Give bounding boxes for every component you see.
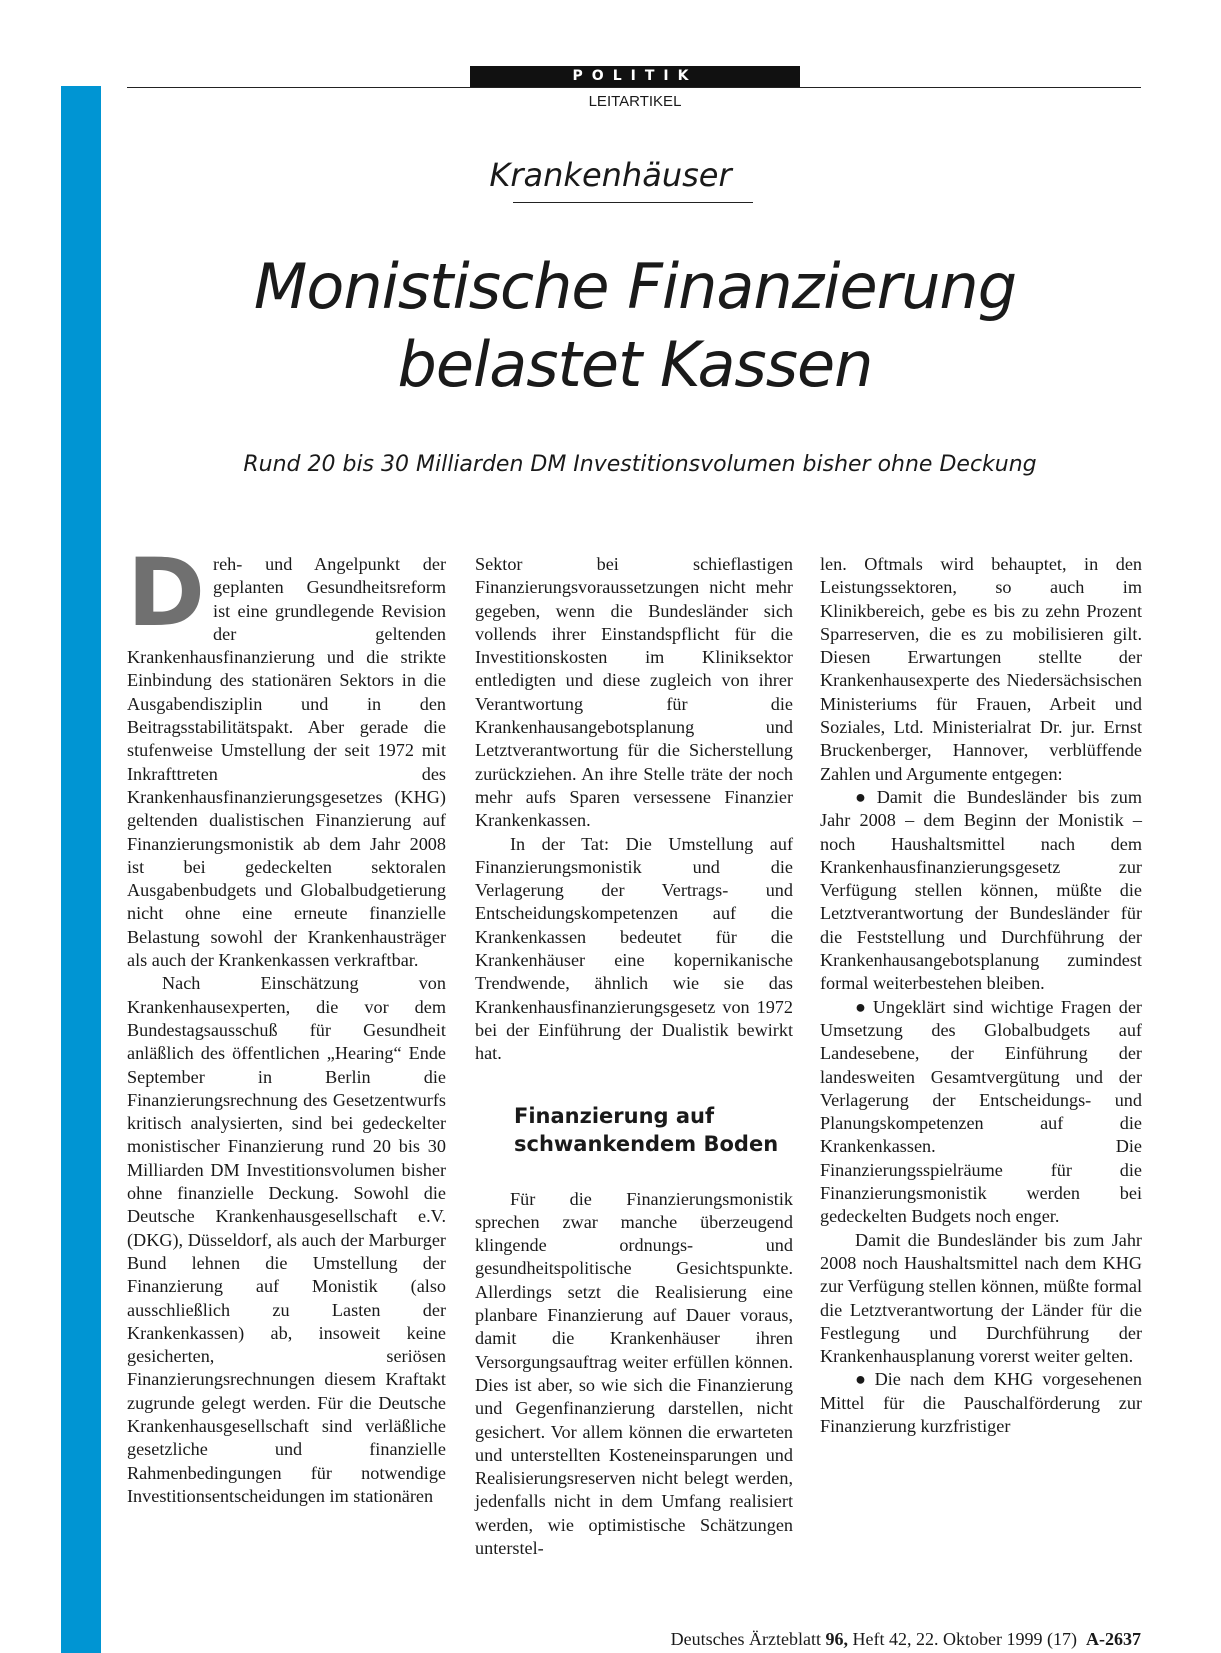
bullet-icon: ●	[855, 996, 869, 1017]
kicker-underline	[513, 202, 753, 203]
column-1	[127, 539, 446, 1508]
journal-name: Deutsches Ärzteblatt	[670, 1629, 822, 1649]
paragraph	[127, 539, 446, 972]
deck: Rund 20 bis 30 Milliarden DM Investitionsvolumen bisher ohne Deckung	[243, 452, 1037, 477]
volume: 96,	[825, 1629, 849, 1649]
bullet-text: Ungeklärt sind wichtige Fragen der Umsetzung des Globalbudgets auf Landesebene, der Einführung der landesweiten Gesamtvergütung und der Verlagerung der Entscheidungs- und Planungskompetenzen auf die Krankenkassen. Die Finanzierungsspielräume für die Finanzierungsmonistik werden bei gedeckelten Budgets noch enger.	[820, 996, 1142, 1227]
bullet-icon: ●	[855, 786, 873, 807]
headline-line-2: belastet Kassen	[397, 328, 873, 401]
paragraph-text: reh- und Angelpunkt der geplanten Gesundheitsreform ist eine grundlegende Revision der geltenden Krankenhausfinanzierung und die strikte Einbindung des stationären Sektors in die Ausgabendisziplin und in den Beitragsstabilitätspakt. Aber gerade die stufenweise Umstellung der seit 1972 mit Inkrafttreten des Krankenhausfinanzierungsgesetzes (KHG) geltenden dualistischen Finanzierung auf Finanzierungsmonistik ab dem Jahr 2008 ist bei gedeckelten sektoralen Ausgabenbudgets und Globalbudgetierung nicht ohne eine erneute finanzielle Belastung sowohl der Krankenhausträger als auch der Krankenkassen verkraftbar.	[127, 554, 446, 971]
bullet-item	[820, 786, 1142, 996]
headline	[90, 248, 1180, 404]
paragraph: In der Tat: Die Umstellung auf Finanzierungsmonistik und die Verlagerung der Vertrags- und Entscheidungskompetenzen auf die Krankenkassen bedeutet für die Krankenhäuser eine kopernikanische Trendwende, ähnlich wie sie das Krankenhausfinanzierungsgesetz von 1972 bei der Einführung der Dualistik bewirkt hat.	[475, 833, 793, 1064]
bullet-icon: ●	[855, 1369, 871, 1390]
drop-cap: D	[127, 539, 206, 648]
subheading	[514, 1102, 793, 1158]
headline-line-1: Monistische Finanzierung	[253, 250, 1017, 323]
column-3	[820, 553, 1142, 1438]
page-footer	[600, 1628, 1141, 1650]
paragraph: Sektor bei schieflastigen Finanzierungsvoraussetzungen nicht mehr gegeben, wenn die Bundesländer sich vollends ihrer Einstandspflicht für die Investitionskosten im Kliniksektor entledigten und diese zugleich von ihrer Verantwortung für die Krankenhausangebotsplanung und Letztverantwortung für die Sicherstellung zurückziehen. An ihre Stelle träte der noch mehr aufs Sparen versessene Finanzier Krankenkassen.	[475, 554, 793, 831]
paragraph: Nach Einschätzung von Krankenhausexperten, die vor dem Bundestagsausschuß für Gesundheit anläßlich des öffentlichen „Hearing“ Ende September in Berlin die Finanzierungsrechnung des Gesetzentwurfs kritisch analysierten, sind bei gedeckelter monistischer Finanzierung rund 20 bis 30 Milliarden DM Investitionsvolumen bisher ohne finanzielle Deckung. Sowohl die Deutsche Krankenhausgesellschaft e.V. (DKG), Düsseldorf, als auch der Marburger Bund lehnen die Umstellung der Finanzierung auf Monistik (also ausschließlich zu Lasten der Krankenkassen) ab, insoweit keine gesicherten, seriösen Finanzierungsrechnungen diesem Kraftakt zugrunde gelegt werden. Für die Deutsche Krankenhausgesellschaft sind verläßliche gesetzliche und finanzielle Rahmenbedingungen für notwendige Investitionsentscheidungen im stationären	[127, 973, 446, 1506]
kicker: Krankenhäuser	[489, 156, 732, 194]
bullet-text: Damit die Bundesländer bis zum Jahr 2008 – dem Beginn der Monistik – noch Haushaltsmittel nach dem Krankenhausfinanzierungsgesetz zur Verfügung stellen können, müßte die Letztverantwortung der Bundesländer für die Feststellung und Durchführung der Krankenhausangebotsplanung zumindest formal weiterbestehen bleiben.	[820, 786, 1142, 994]
top-rule	[127, 87, 1141, 88]
issue-date: Heft 42, 22. Oktober 1999 (17)	[852, 1629, 1077, 1649]
subheading-line-1: Finanzierung auf	[514, 1103, 715, 1128]
page-number: A-2637	[1086, 1629, 1141, 1649]
bullet-item	[820, 996, 1142, 1229]
paragraph: Für die Finanzierungsmonistik sprechen zwar manche überzeugend klingende ordnungs- und gesundheitspolitische Gesichtspunkte. Allerdings setzt die Realisierung eine planbare Finanzierung auf Dauer voraus, damit die Krankenhäuser ihren Versorgungsauftrag weiter erfüllen können. Dies ist aber, so wie sich die Finanzierung und Gegenfinanzierung darstellen, nicht gesichert. Vor allem können die erwarteten und unterstellten Kosteneinsparungen und Realisierungsreserven nicht belegt werden, jedenfalls nicht in dem Umfang realisiert werden, wie optimistische Schätzungen unterstel-	[475, 1188, 793, 1558]
paragraph: Damit die Bundesländer bis zum Jahr 2008 noch Haushaltsmittel nach dem KHG zur Verfügung stellen können, müßte formal die Letztverantwortung der Länder für die Festlegung und Durchführung der Krankenhausplanung vorerst weiter gelten.	[820, 1229, 1142, 1367]
subheading-line-2: schwankendem Boden	[514, 1131, 779, 1156]
section-label: POLITIK	[470, 66, 800, 87]
column-2	[475, 553, 793, 1560]
bullet-item	[820, 1368, 1142, 1438]
bullet-text: Die nach dem KHG vorgesehenen Mittel für die Pauschalförderung zur Finanzierung kurzfristiger	[820, 1369, 1142, 1436]
paragraph: len. Oftmals wird behauptet, in den Leistungssektoren, so auch im Klinikbereich, gebe es bis zu zehn Prozent Sparreserven, die es zu mobilisieren gilt. Diesen Erwartungen stellte der Krankenhausexperte des Niedersächsischen Ministeriums für Frauen, Arbeit und Soziales, Ltd. Ministerialrat Dr. jur. Ernst Bruckenberger, Hannover, verblüffende Zahlen und Argumente entgegen:	[820, 554, 1142, 784]
subsection-label: LEITARTIKEL	[588, 93, 682, 110]
